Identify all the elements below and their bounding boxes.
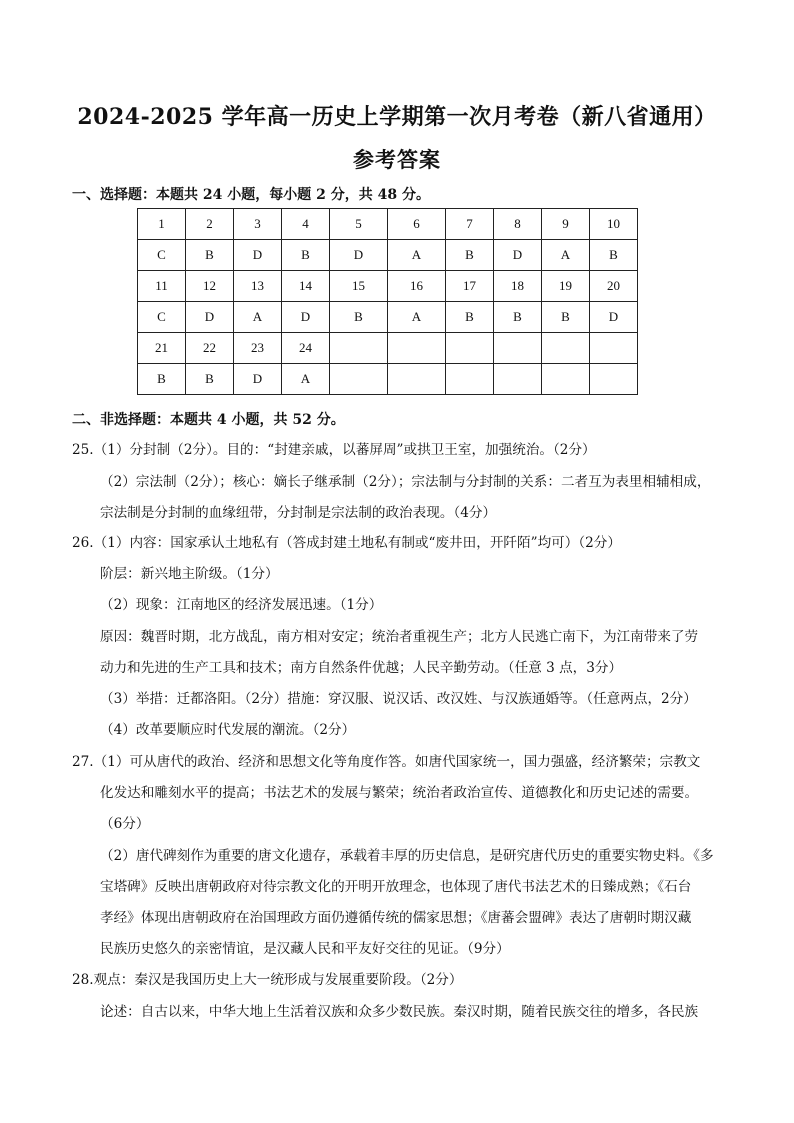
answer-table-cell — [494, 333, 542, 364]
answer-table-cell: 24 — [282, 333, 330, 364]
answer-table-cell: 14 — [282, 271, 330, 302]
answer-table-cell — [330, 364, 388, 395]
section-heading-choice: 一、选择题：本题共 24 小题，每小题 2 分，共 48 分。 — [72, 187, 430, 203]
answer-line: （2）现象：江南地区的经济发展迅速。（1分） — [100, 597, 383, 613]
answer-line: 化发达和雕刻水平的提高；书法艺术的发展与繁荣；统治者政治宣传、道德教化和历史记述的需要。 — [100, 785, 699, 801]
answer-table-cell: A — [542, 240, 590, 271]
answer-table-cell: 12 — [186, 271, 234, 302]
page-title: 2024-2025 学年高一历史上学期第一次月考卷（新八省通用） — [77, 104, 717, 130]
answer-table-cell — [388, 333, 446, 364]
answer-table-cell: A — [388, 302, 446, 333]
answer-table-cell: B — [186, 364, 234, 395]
answer-table-cell: A — [234, 302, 282, 333]
answer-table-cell: 21 — [138, 333, 186, 364]
answer-table-cell: 15 — [330, 271, 388, 302]
answer-table-cell: 2 — [186, 209, 234, 240]
answer-table-cell — [330, 333, 388, 364]
answer-table-cell — [590, 364, 638, 395]
answer-table-cell: D — [234, 240, 282, 271]
answer-table-cell — [388, 364, 446, 395]
section-heading-nonchoice: 二、非选择题：本题共 4 小题，共 52 分。 — [72, 412, 345, 428]
answer-table-row — [138, 364, 638, 395]
answer-line: 27.（1）可从唐代的政治、经济和思想文化等角度作答。如唐代国家统一，国力强盛，经济繁荣；宗教文 — [72, 754, 701, 770]
answer-table-cell: 7 — [446, 209, 494, 240]
answer-line: 25.（1）分封制（2分）。目的：“封建亲戚，以蕃屏周”或拱卫王室，加强统治。（2分） — [72, 442, 596, 458]
answer-table-cell: B — [186, 240, 234, 271]
answer-line: （4）改革要顺应时代发展的潮流。（2分） — [100, 722, 356, 738]
answer-table-cell: B — [446, 240, 494, 271]
answer-table-cell — [446, 364, 494, 395]
answer-line: （3）举措：迁都洛阳。（2分）措施：穿汉服、说汉话、改汉姓、与汉族通婚等。（任意两点，2分） — [100, 691, 697, 707]
page-subtitle: 参考答案 — [353, 147, 441, 172]
answer-table-cell: 9 — [542, 209, 590, 240]
answer-line: （6分） — [100, 816, 150, 832]
answer-table — [137, 208, 638, 395]
answer-table-cell: A — [388, 240, 446, 271]
answer-table-cell: B — [446, 302, 494, 333]
answer-table-cell — [542, 364, 590, 395]
answer-table-cell — [494, 364, 542, 395]
answer-table-cell: B — [542, 302, 590, 333]
answer-table-row — [138, 302, 638, 333]
answer-table-cell: 8 — [494, 209, 542, 240]
answer-table-cell: B — [494, 302, 542, 333]
answer-table-cell: 5 — [330, 209, 388, 240]
answer-line: 孝经》体现出唐朝政府在治国理政方面仍遵循传统的儒家思想；《唐蕃会盟碑》表达了唐朝时期汉藏 — [100, 910, 692, 926]
answer-table-cell: D — [330, 240, 388, 271]
answer-table-row — [138, 240, 638, 271]
answer-table-cell: 18 — [494, 271, 542, 302]
answer-table-cell: C — [138, 240, 186, 271]
answer-line: 动力和先进的生产工具和技术；南方自然条件优越；人民辛勤劳动。（任意 3 点，3分） — [100, 660, 623, 676]
answer-line: 原因：魏晋时期，北方战乱，南方相对安定；统治者重视生产；北方人民逃亡南下，为江南带来了劳 — [100, 629, 699, 645]
answer-table-cell: B — [590, 240, 638, 271]
answer-table-row — [138, 271, 638, 302]
answer-table-row — [138, 333, 638, 364]
answer-table-cell: D — [186, 302, 234, 333]
answer-line: 民族历史悠久的亲密情谊，是汉藏人民和平友好交往的见证。（9分） — [100, 941, 510, 957]
answer-line: 28.观点：秦汉是我国历史上大一统形成与发展重要阶段。（2分） — [72, 972, 463, 988]
answer-table-cell — [590, 333, 638, 364]
answer-line: 阶层：新兴地主阶级。（1分） — [100, 566, 279, 582]
answer-line: 宗法制是分封制的血缘纽带，分封制是宗法制的政治表现。（4分） — [100, 505, 497, 521]
answer-table-cell: B — [282, 240, 330, 271]
answer-line: 论述：自古以来，中华大地上生活着汉族和众多少数民族。秦汉时期，随着民族交往的增多，各民族 — [100, 1004, 699, 1020]
answer-table-cell: 3 — [234, 209, 282, 240]
answer-line: （2）宗法制（2分）；核心：嫡长子继承制（2分）；宗法制与分封制的关系：二者互为表里相辅相成， — [100, 474, 711, 490]
answer-table-cell: B — [330, 302, 388, 333]
answer-table-cell: 1 — [138, 209, 186, 240]
answer-table-cell: D — [494, 240, 542, 271]
answer-table-cell: A — [282, 364, 330, 395]
answer-line: 26.（1）内容：国家承认土地私有（答成封建土地私有制或“废井田，开阡陌”均可）（2分） — [72, 535, 621, 551]
answer-table-cell: 4 — [282, 209, 330, 240]
answer-table-cell: C — [138, 302, 186, 333]
answer-table-cell: D — [282, 302, 330, 333]
answer-table-cell: 10 — [590, 209, 638, 240]
answer-table-cell: 16 — [388, 271, 446, 302]
answer-table-cell — [542, 333, 590, 364]
answer-table-cell: D — [234, 364, 282, 395]
answer-table-cell: 13 — [234, 271, 282, 302]
answer-table-cell — [446, 333, 494, 364]
answer-line: （2）唐代碑刻作为重要的唐文化遗存，承载着丰厚的历史信息，是研究唐代历史的重要实物史料。《多 — [100, 848, 714, 864]
answer-table-cell: 17 — [446, 271, 494, 302]
answer-table-cell: 22 — [186, 333, 234, 364]
answer-table-cell: 23 — [234, 333, 282, 364]
answer-line: 宝塔碑》反映出唐朝政府对待宗教文化的开明开放理念，也体现了唐代书法艺术的日臻成熟；《石台 — [100, 879, 692, 895]
answer-table-cell: 20 — [590, 271, 638, 302]
answer-table-cell: B — [138, 364, 186, 395]
answer-table-row — [138, 209, 638, 240]
answer-table-cell: 11 — [138, 271, 186, 302]
answer-table-cell: 19 — [542, 271, 590, 302]
answer-table-cell: 6 — [388, 209, 446, 240]
answer-table-cell: D — [590, 302, 638, 333]
